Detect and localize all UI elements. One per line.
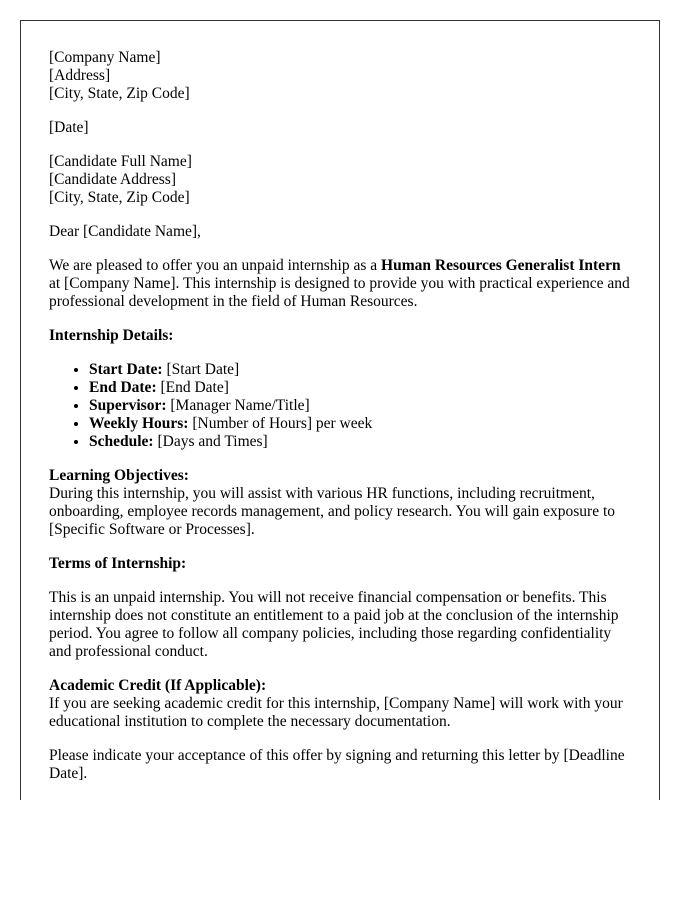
- recipient-block: [49, 153, 634, 207]
- letter-page: [20, 20, 660, 800]
- salutation: Dear [Candidate Name],: [49, 223, 201, 240]
- recipient-address: [Candidate Address]: [49, 171, 176, 188]
- letter-date: [Date]: [49, 119, 89, 136]
- detail-end-date: • End Date: [End Date]: [89, 379, 634, 397]
- sender-block: [49, 49, 634, 103]
- role-title: Human Resources Generalist Intern: [381, 257, 621, 274]
- intro-paragraph: We are pleased to offer you an unpaid internship as a Human Resources Generalist Intern at [Company Name]. This internship is designed to provide you with practical experience and professional development in the field of Human Resources.: [49, 257, 630, 310]
- sender-company: [Company Name]: [49, 49, 161, 66]
- terms-text: This is an unpaid internship. You will not receive financial compensation or benefits. This internship does not constitute an entitlement to a paid job at the conclusion of the internship period. You agree to follow all company policies, including those regarding confidentiality and professional conduct.: [49, 589, 619, 660]
- objectives-text: During this internship, you will assist with various HR functions, including recruitment, onboarding, employee records management, and policy research. You will gain exposure to [Specific Software or Processes].: [49, 485, 616, 538]
- detail-schedule: • Schedule: [Days and Times]: [89, 433, 634, 451]
- detail-weekly-hours: • Weekly Hours: [Number of Hours] per week: [89, 415, 634, 433]
- recipient-name: [Candidate Full Name]: [49, 153, 192, 170]
- details-list: [49, 361, 634, 451]
- objectives-heading: Learning Objectives:: [49, 467, 189, 484]
- credit-text: If you are seeking academic credit for this internship, [Company Name] will work with your educational institution to complete the necessary documentation.: [49, 695, 623, 730]
- sender-address: [Address]: [49, 67, 111, 84]
- detail-supervisor: • Supervisor: [Manager Name/Title]: [89, 397, 634, 415]
- details-heading: Internship Details:: [49, 327, 174, 344]
- terms-heading: Terms of Internship:: [49, 555, 187, 572]
- sender-city: [City, State, Zip Code]: [49, 85, 190, 102]
- closing-paragraph: Please indicate your acceptance of this offer by signing and returning this letter by [Deadline Date].: [49, 747, 625, 782]
- detail-start-date: • Start Date: [Start Date]: [89, 361, 634, 379]
- recipient-city: [City, State, Zip Code]: [49, 189, 190, 206]
- credit-heading: Academic Credit (If Applicable):: [49, 677, 267, 694]
- letter-content: [49, 49, 634, 783]
